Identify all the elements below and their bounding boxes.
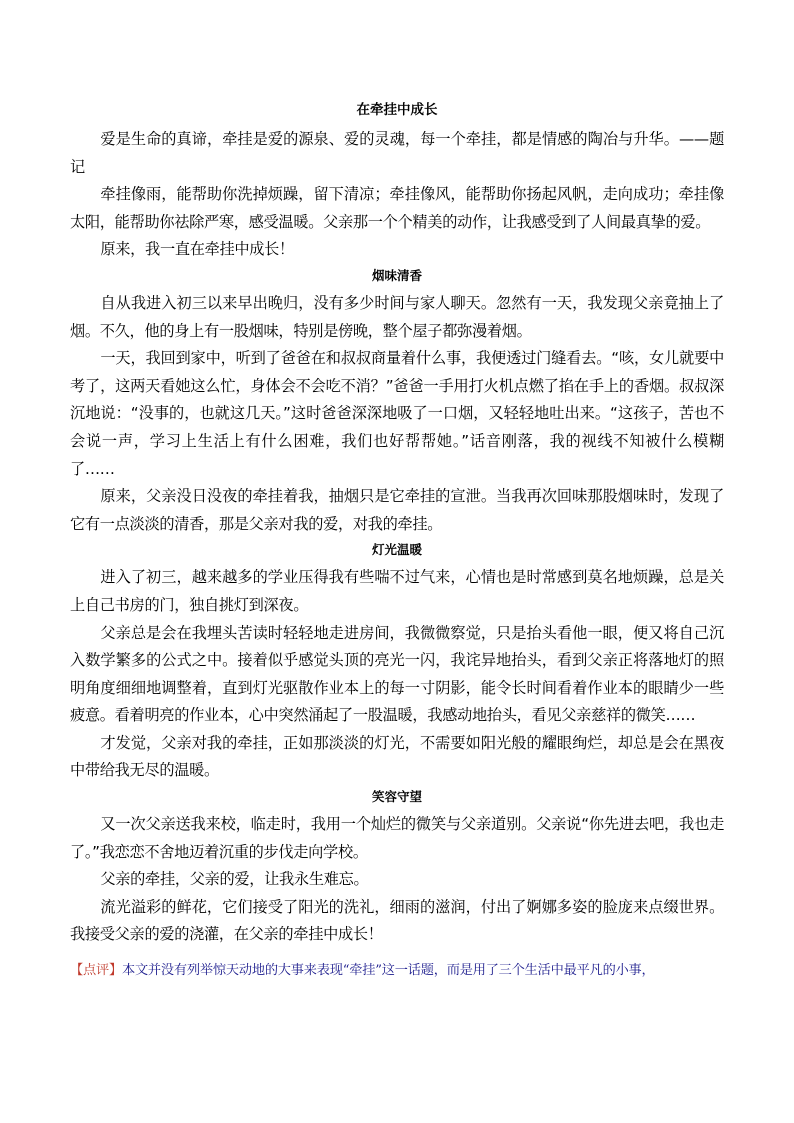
- intro-conclusion: 原来，我一直在牵挂中成长！: [100, 240, 294, 259]
- epigraph: 爱是生命的真谛，牵挂是爱的源泉、爱的灵魂，每一个牵挂，都是情感的陶冶与升华。——题记: [70, 130, 724, 176]
- section-paragraph: 自从我进入初三以来早出晚归，没有多少时间与家人聊天。忽然有一天，我发现父亲竟抽上了烟。不久，他的身上有一股烟味，特别是傍晚，整个屋子都弥漫着烟。: [70, 293, 724, 340]
- section-paragraph: 父亲的牵挂，父亲的爱，让我永生难忘。: [100, 870, 369, 889]
- intro-paragraph: 牵挂像雨，能帮助你洗掉烦躁，留下清凉；牵挂像风，能帮助你扬起风帆，走向成功；牵挂像太阳，能帮助你祛除严寒，感受温暖。父亲那一个个精美的动作，让我感受到了人间最真挚的爱。: [70, 185, 724, 231]
- section-paragraph: 原来，父亲没日没夜的牵挂着我，抽烟只是它牵挂的宣泄。当我再次回味那股烟味时，发现了它有一点淡淡的清香，那是父亲对我的爱，对我的牵挂。: [70, 487, 724, 533]
- commentary-text: 本文并没有列举惊天动地的大事来表现“牵挂”这一话题，而是用了三个生活中最平凡的小事，: [121, 963, 655, 979]
- section-heading-lamp: 灯光温暖: [371, 542, 422, 558]
- section-paragraph: 才发觉，父亲对我的牵挂，正如那淡淡的灯光，不需要如阳光般的耀眼绚烂，却总是会在黑夜中带给我无尽的温暖。: [70, 733, 724, 780]
- commentary: [70, 959, 724, 983]
- section-paragraph: 进入了初三，越来越多的学业压得我有些喘不过气来，心情也是时常感到莫名地烦躁，总是关上自己书房的门，独自挑灯到深夜。: [70, 568, 724, 614]
- section-paragraph: 流光溢彩的鲜花，它们接受了阳光的洗礼，细雨的滋润，付出了婀娜多姿的脸庞来点缀世界。我接受父亲的爱的浇灌，在父亲的牵挂中成长！: [70, 897, 724, 944]
- section-paragraph: 又一次父亲送我来校，临走时，我用一个灿烂的微笑与父亲道别。父亲说“你先进去吧，我也走了。”我恋恋不舍地迈着沉重的步伐走向学校。: [70, 815, 724, 861]
- section-heading-smile: 笑容守望: [371, 789, 422, 805]
- section-paragraph: 父亲总是会在我埋头苦读时轻轻地走进房间，我微微察觉，只是抬头看他一眼，便又将自己沉入数学繁多的公式之中。接着似乎感觉头顶的亮光一闪，我诧异地抬头，看到父亲正将落地灯的照明角度细细地调整着，直到灯光驱散作业本上的每一寸阴影，能令长时间看着作业本的眼睛少一些疲意。看着明亮的作业本，心中突然涌起了一股温暖，我感动地抬头，看见父亲慈祥的微笑……: [70, 623, 724, 725]
- essay-title: 在牵挂中成长: [356, 102, 438, 118]
- section-paragraph: 一天，我回到家中，听到了爸爸在和叔叔商量着什么事，我便透过门缝看去。“咳，女儿就要中考了，这两天看她这么忙，身体会不会吃不消？”爸爸一手用打火机点燃了掐在手上的香烟。叔叔深沉地说：“没事的，也就这几天。”这时爸爸深深地吸了一口烟，又轻轻地吐出来。“这孩子，苦也不会说一声，学习上生活上有什么困难，我们也好帮帮她。”话音刚落，我的视线不知被什么模糊了……: [70, 349, 724, 478]
- commentary-tag: 【点评】: [70, 963, 122, 979]
- document-page: [70, 100, 724, 983]
- section-heading-smoke: 烟味清香: [371, 267, 422, 283]
